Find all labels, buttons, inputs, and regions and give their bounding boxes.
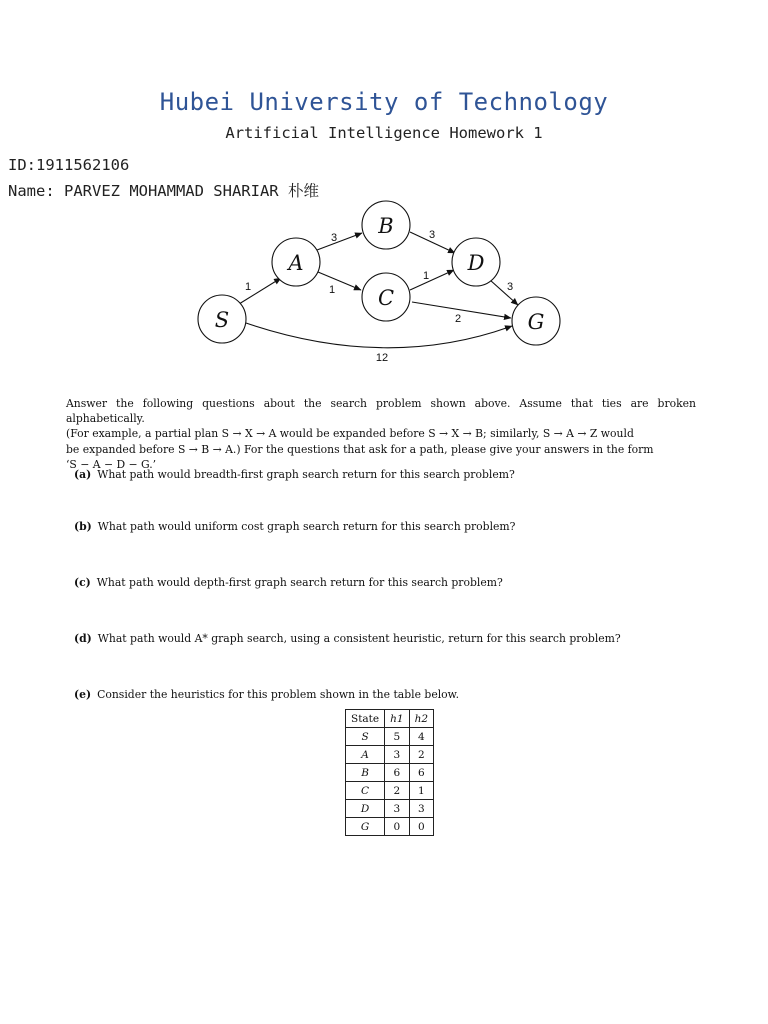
header-h1: h1 (385, 710, 409, 728)
instructions-line-2: (For example, a partial plan S → X → A would be expanded before S → X → B; similarly, S → A → Z would (66, 427, 634, 441)
question-label: (c) (74, 576, 91, 589)
question-label: (d) (74, 632, 92, 645)
cell-h1: 3 (385, 746, 409, 764)
question-b (74, 520, 694, 533)
instructions-line-3: be expanded before S → B → A.) For the questions that ask for a path, please give your answers in the form (66, 442, 654, 456)
node-label-c: C (377, 286, 395, 310)
header-state: State (346, 710, 385, 728)
table-row (346, 800, 434, 818)
edge-cost-a-c: 1 (328, 284, 336, 296)
question-text: What path would depth-first graph search return for this search problem? (96, 576, 503, 589)
question-label: (b) (74, 520, 92, 533)
question-text: What path would uniform cost graph search return for this search problem? (97, 520, 516, 533)
cell-state: S (346, 728, 385, 746)
edge-c-g (412, 302, 511, 318)
student-id: ID:1911562106 (8, 156, 130, 174)
cell-h1: 0 (385, 818, 409, 836)
edge-c-d (410, 270, 454, 290)
question-text: What path would breadth-first graph search return for this search problem? (97, 468, 515, 481)
question-text: What path would A* graph search, using a consistent heuristic, return for this search problem? (97, 632, 621, 645)
university-title: Hubei University of Technology (159, 88, 609, 116)
edge-d-g (490, 280, 518, 305)
cell-h2: 1 (409, 782, 433, 800)
table-row (346, 782, 434, 800)
cell-h2: 2 (409, 746, 433, 764)
student-name: Name: PARVEZ MOHAMMAD SHARIAR 朴维 (8, 182, 319, 200)
cell-state: G (346, 818, 385, 836)
node-label-d: D (467, 251, 485, 275)
instructions-line-4: ‘S − A − D − G.’ (66, 457, 157, 471)
cell-h1: 5 (385, 728, 409, 746)
question-a (74, 468, 694, 481)
edge-cost-c-d: 1 (422, 270, 430, 282)
edge-cost-a-b: 3 (330, 232, 338, 244)
cell-h2: 4 (409, 728, 433, 746)
edge-s-g (246, 323, 512, 348)
header-h2: h2 (409, 710, 433, 728)
cell-h2: 6 (409, 764, 433, 782)
cell-state: A (346, 746, 385, 764)
cell-h1: 6 (385, 764, 409, 782)
cell-h2: 0 (409, 818, 433, 836)
cell-state: D (346, 800, 385, 818)
edge-cost-s-g: 12 (375, 352, 389, 364)
table-header-row (346, 710, 434, 728)
question-e (74, 688, 694, 701)
instructions-paragraph (66, 396, 696, 472)
node-label-s: S (214, 308, 230, 332)
question-label: (a) (74, 468, 92, 481)
question-label: (e) (74, 688, 92, 701)
edge-cost-s-a: 1 (244, 281, 252, 293)
table-row (346, 818, 434, 836)
node-label-b: B (378, 214, 394, 238)
node-label-g: G (527, 310, 545, 334)
table-row (346, 728, 434, 746)
instructions-line-1: Answer the following questions about the search problem shown above. Assume that ties are broken alphabetically. (66, 397, 696, 426)
table-row (346, 764, 434, 782)
edge-cost-b-d: 3 (428, 229, 436, 241)
cell-h1: 3 (385, 800, 409, 818)
table-row (346, 746, 434, 764)
edge-cost-c-g: 2 (454, 313, 462, 325)
node-label-a: A (288, 251, 304, 275)
edge-cost-d-g: 3 (506, 281, 514, 293)
cell-state: B (346, 764, 385, 782)
course-subtitle: Artificial Intelligence Homework 1 (225, 124, 543, 142)
cell-h1: 2 (385, 782, 409, 800)
heuristics-table (345, 709, 434, 836)
edge-a-b (317, 233, 362, 250)
cell-h2: 3 (409, 800, 433, 818)
cell-state: C (346, 782, 385, 800)
question-c (74, 576, 694, 589)
question-text: Consider the heuristics for this problem shown in the table below. (97, 688, 460, 701)
edge-a-c (318, 272, 361, 290)
search-graph-diagram (0, 195, 768, 375)
question-d (74, 632, 694, 645)
